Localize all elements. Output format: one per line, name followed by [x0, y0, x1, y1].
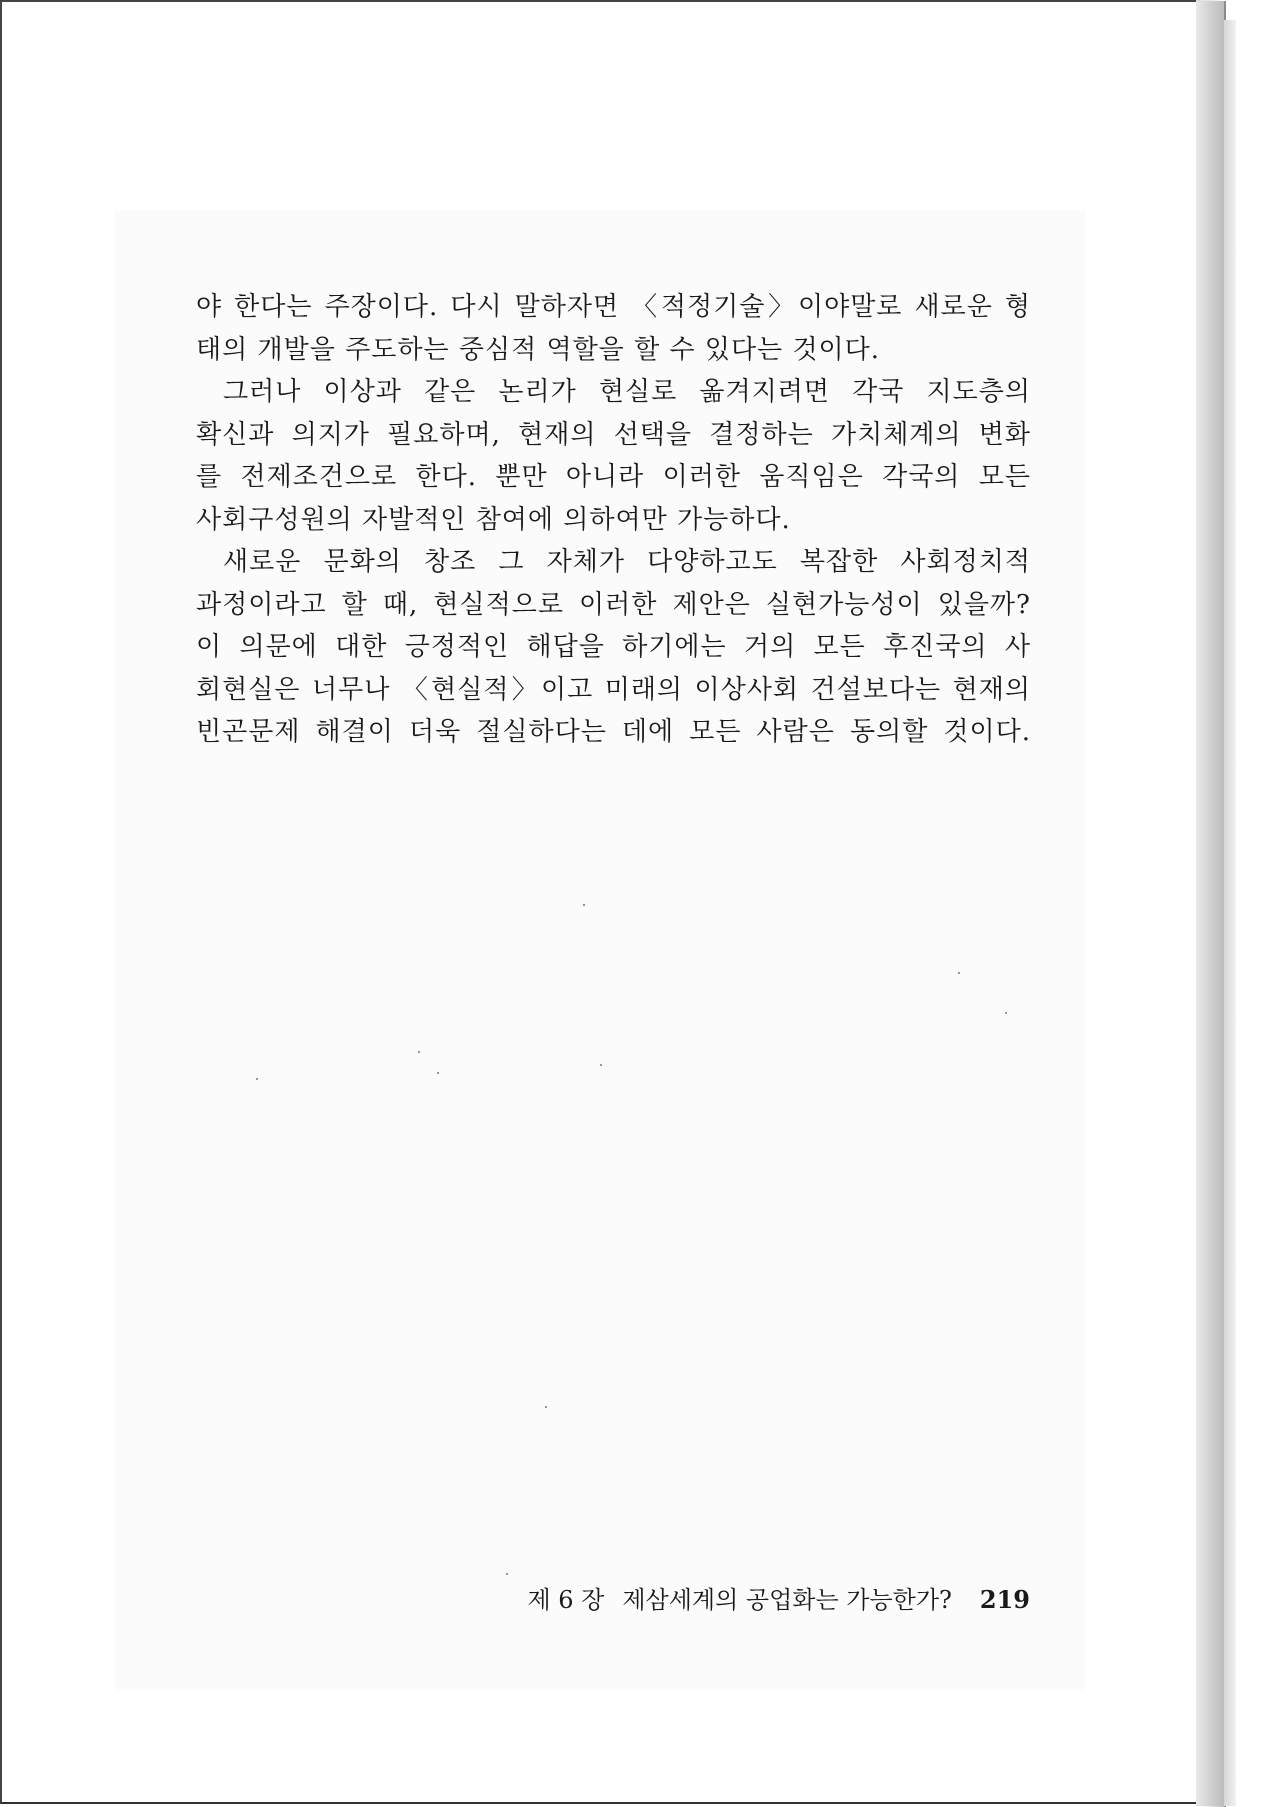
- text-line: 태의 개발을 주도하는 중심적 역할을 할 수 있다는 것이다.: [196, 334, 881, 365]
- text-line: 과정이라고 할 때, 현실적으로 이러한 제안은 실현가능성이 있을까?: [196, 589, 1031, 620]
- text-line: 이 의문에 대한 긍정적인 해답을 하기에는 거의 모든 후진국의 사: [196, 632, 1031, 662]
- scan-speck: [1005, 1012, 1007, 1014]
- page-edge-shadow: [1224, 20, 1236, 1806]
- page-number: 219: [979, 1585, 1030, 1614]
- scan-speck: [418, 1051, 420, 1053]
- text-line: 그러나 이상과 같은 논리가 현실로 옮겨지려면 각국 지도층의: [223, 377, 1031, 407]
- running-footer: [500, 1580, 1030, 1615]
- text-line: 사회구성원의 자발적인 참여에 의하여만 가능하다.: [196, 504, 791, 535]
- chapter-title: 제삼세계의 공업화는 가능한가?: [622, 1586, 952, 1614]
- text-line: 를 전제조건으로 한다. 뿐만 아니라 이러한 움직임은 각국의 모든: [196, 462, 1031, 492]
- page-edge: [1196, 0, 1226, 1807]
- scan-speck: [256, 1078, 258, 1080]
- text-line: 새로운 문화의 창조 그 자체가 다양하고도 복잡한 사회정치적: [223, 547, 1031, 577]
- scan-speck: [437, 1072, 439, 1074]
- scan-speck: [583, 904, 585, 906]
- text-line: 야 한다는 주장이다. 다시 말하자면 〈적정기술〉이야말로 새로운 형: [196, 292, 1031, 322]
- body-text: [196, 286, 1031, 754]
- scan-speck: [600, 1064, 602, 1066]
- scan-speck: [958, 972, 960, 974]
- scan-speck: [506, 1573, 508, 1575]
- text-line: 빈곤문제 해결이 더욱 절실하다는 데에 모든 사람은 동의할 것이다.: [196, 717, 1031, 747]
- text-line: 회현실은 너무나 〈현실적〉이고 미래의 이상사회 건설보다는 현재의: [196, 674, 1031, 705]
- text-line: 확신과 의지가 필요하며, 현재의 선택을 결정하는 가치체계의 변화: [196, 419, 1031, 450]
- scan-speck: [545, 1406, 547, 1408]
- chapter-label: 제 6 장: [527, 1586, 605, 1614]
